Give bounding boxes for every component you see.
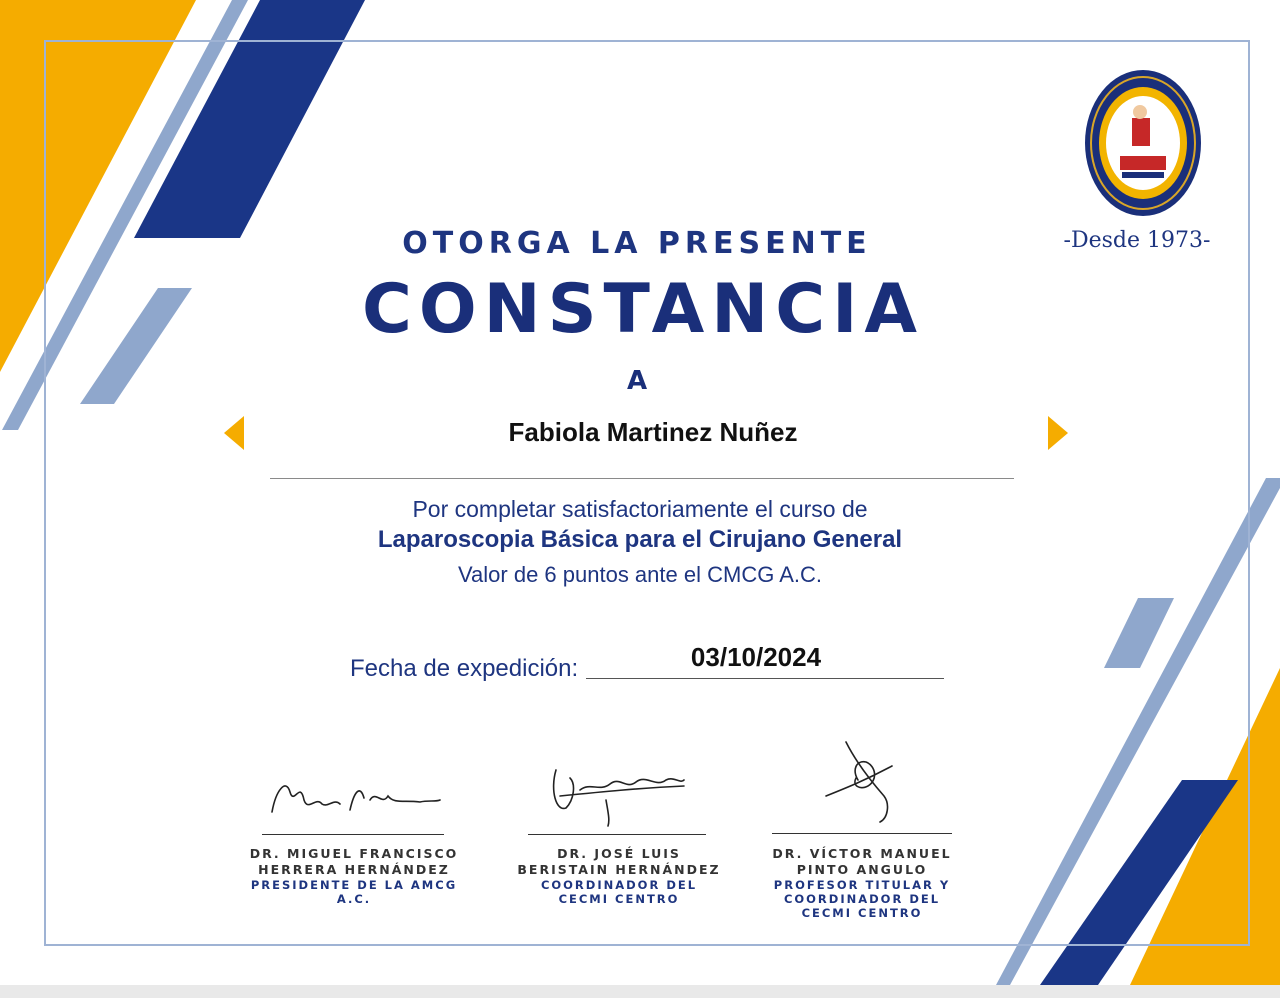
signatory-3-role-line1: PROFESOR TITULAR Y: [773, 878, 951, 892]
signatory-1-name-line1: DR. MIGUEL FRANCISCO: [249, 846, 459, 861]
signatory-3-role-line3: CECMI CENTRO: [801, 906, 923, 920]
completion-statement: Por completar satisfactoriamente el curso de: [412, 496, 868, 522]
signatory-3-name-line2: PINTO ANGULO: [796, 862, 928, 877]
signatory-3-role-line2: COORDINADOR DEL: [783, 892, 941, 906]
signature-1-scribble: [272, 786, 440, 812]
signatory-3-name-line1: DR. VÍCTOR MANUEL: [772, 846, 952, 861]
signatory-3: [742, 846, 982, 920]
signature-3-line: [772, 833, 952, 834]
signatory-1-role-line1: PRESIDENTE DE LA AMCG A.C.: [250, 878, 458, 906]
signatory-1-name-line2: HERRERA HERNÁNDEZ: [258, 862, 450, 877]
signature-3-scribble: [826, 742, 892, 822]
signatory-2-name-line2: BERISTAIN HERNÁNDEZ: [517, 862, 721, 877]
course-name: Laparoscopia Básica para el Cirujano General: [377, 526, 903, 553]
certificate-title: CONSTANCIA: [361, 270, 925, 349]
signature-2-scribble: [554, 770, 684, 826]
signatory-2-name-line1: DR. JOSÉ LUIS: [557, 846, 681, 861]
signatory-2: [500, 846, 738, 906]
since-year-label: -Desde 1973-: [1063, 228, 1211, 253]
signatory-2-role-line1: COORDINADOR DEL: [540, 878, 698, 892]
course-points: Valor de 6 puntos ante el CMCG A.C.: [458, 562, 822, 587]
issue-date-value: 03/10/2024: [690, 642, 822, 672]
recipient-name: Fabiola Martinez Nuñez: [508, 417, 798, 447]
signatory-2-role-line2: CECMI CENTRO: [558, 892, 680, 906]
signature-1-line: [262, 834, 444, 835]
signature-2-line: [528, 834, 706, 835]
to-connector: A: [626, 366, 648, 396]
signatory-1: [234, 846, 474, 906]
issue-date-label: Fecha de expedición:: [350, 655, 579, 682]
granting-heading: OTORGA LA PRESENTE: [402, 226, 872, 261]
